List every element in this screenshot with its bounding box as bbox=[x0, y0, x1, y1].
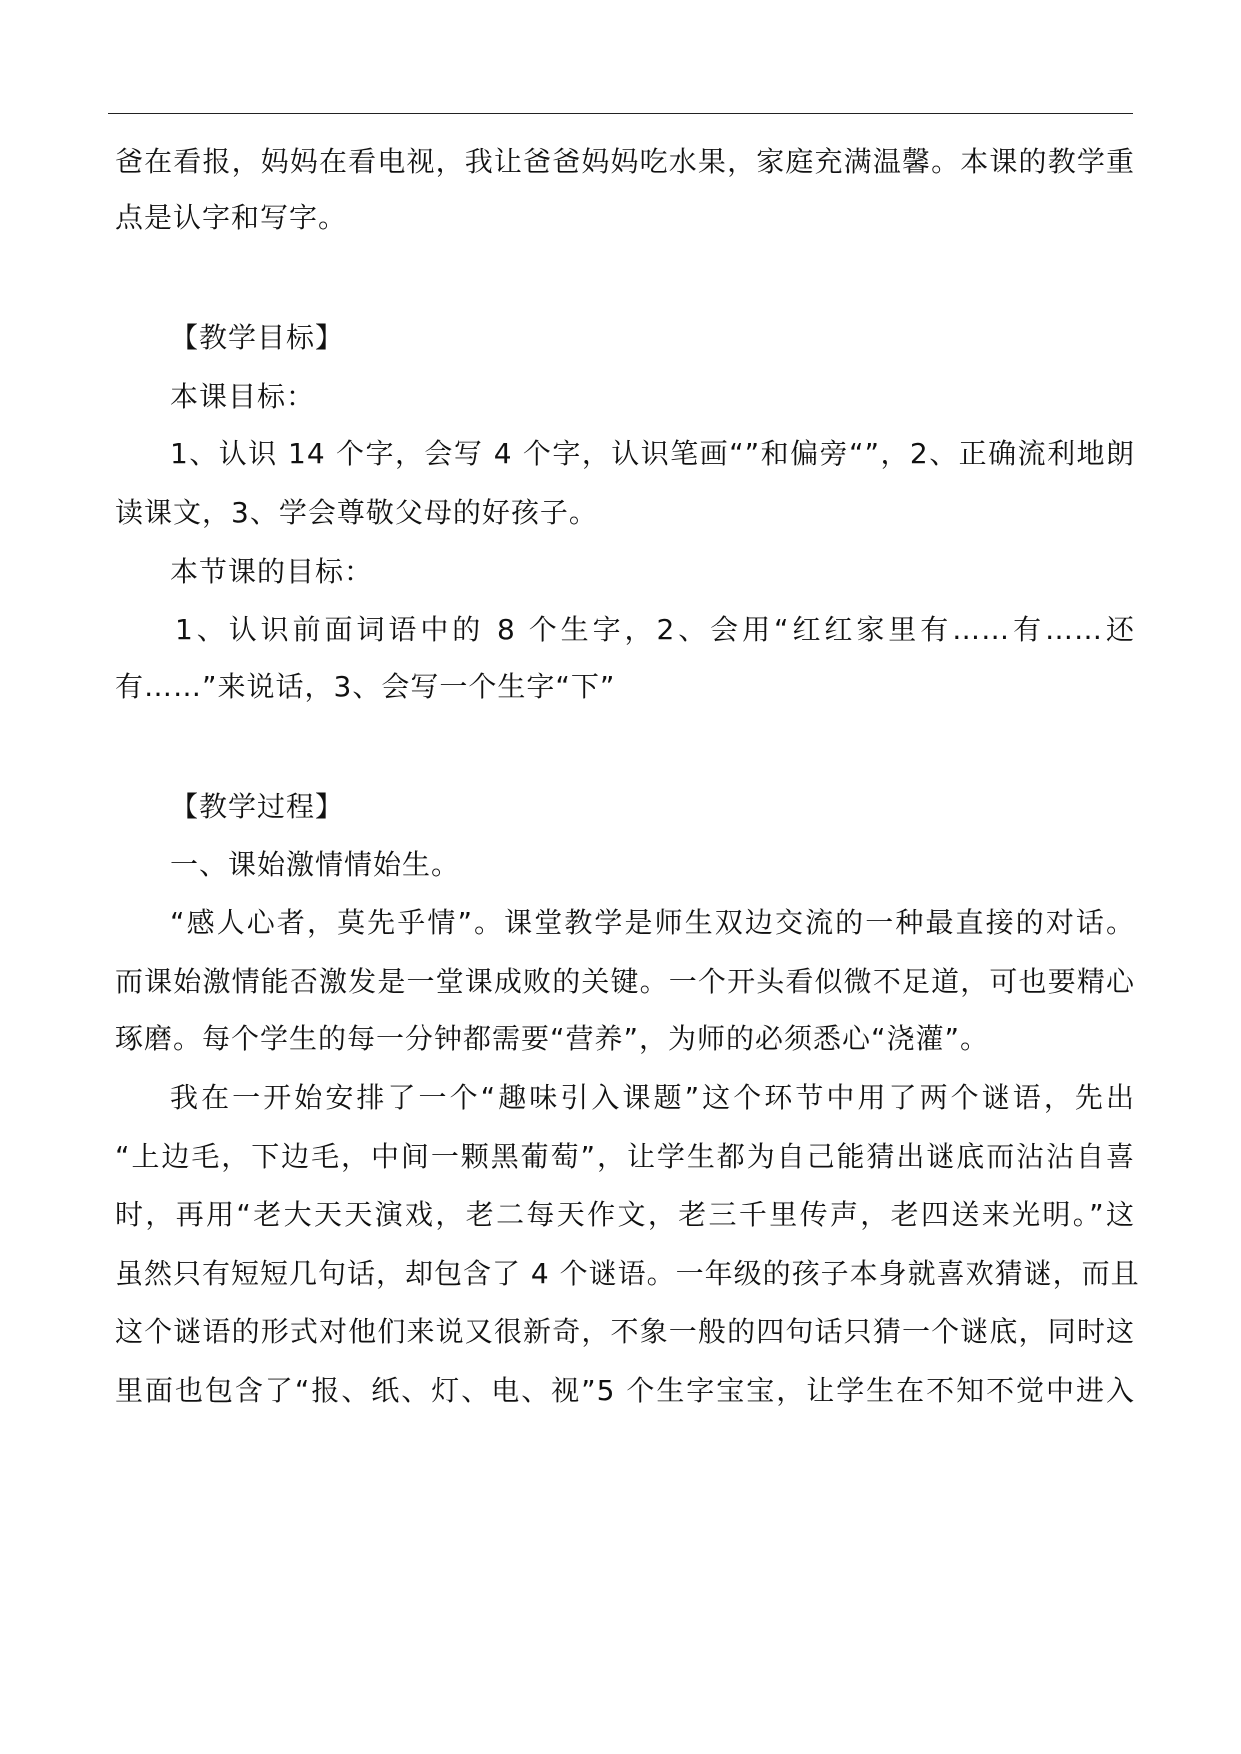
step-one-title: 一、课始激情情始生。 bbox=[170, 848, 461, 881]
lesson-goals-line-2: 读课文，3、学会尊敬父母的好孩子。 bbox=[115, 496, 598, 529]
riddle-line-3: 时，再用“老大天天演戏，老二每天作文，老三千里传声，老四送来光明。”这 bbox=[115, 1198, 1135, 1231]
riddle-line-1: 我在一开始安排了一个“趣味引入课题”这个环节中用了两个谜语，先出 bbox=[170, 1081, 1135, 1114]
intro-line-1: 爸在看报，妈妈在看电视，我让爸爸妈妈吃水果，家庭充满温馨。本课的教学重 bbox=[115, 145, 1135, 178]
riddle-line-5: 这个谜语的形式对他们来说又很新奇，不象一般的四句话只猜一个谜底，同时这 bbox=[115, 1315, 1135, 1348]
header-rule bbox=[108, 113, 1133, 114]
section-goals-line-1: 1、认识前面词语中的 8 个生字，2、会用“红红家里有……有……还 bbox=[175, 613, 1135, 646]
intro-line-2: 点是认字和写字。 bbox=[115, 201, 348, 234]
riddle-line-2: “上边毛，下边毛，中间一颗黑葡萄”，让学生都为自己能猜出谜底而沾沾自喜 bbox=[115, 1140, 1135, 1173]
section-goals-label: 本节课的目标： bbox=[170, 555, 374, 588]
riddle-line-4: 虽然只有短短几句话，却包含了 4 个谜语。一年级的孩子本身就喜欢猜谜，而且 bbox=[115, 1257, 1140, 1290]
riddle-line-6: 里面也包含了“报、纸、灯、电、视”5 个生字宝宝，让学生在不知不觉中进入 bbox=[115, 1374, 1135, 1407]
goals-heading: 【教学目标】 bbox=[170, 321, 345, 354]
emotion-line-2: 而课始激情能否激发是一堂课成败的关键。一个开头看似微不足道，可也要精心 bbox=[115, 965, 1135, 998]
emotion-line-1: “感人心者，莫先乎情”。课堂教学是师生双边交流的一种最直接的对话。 bbox=[170, 906, 1135, 939]
lesson-goals-label: 本课目标： bbox=[170, 380, 316, 413]
process-heading: 【教学过程】 bbox=[170, 790, 345, 823]
emotion-line-3: 琢磨。每个学生的每一分钟都需要“营养”，为师的必须悉心“浇灌”。 bbox=[115, 1022, 990, 1055]
section-goals-line-2: 有……”来说话，3、会写一个生字“下” bbox=[115, 670, 616, 703]
lesson-goals-line-1: 1、认识 14 个字，会写 4 个字，认识笔画“”和偏旁“”，2、正确流利地朗 bbox=[170, 437, 1135, 470]
